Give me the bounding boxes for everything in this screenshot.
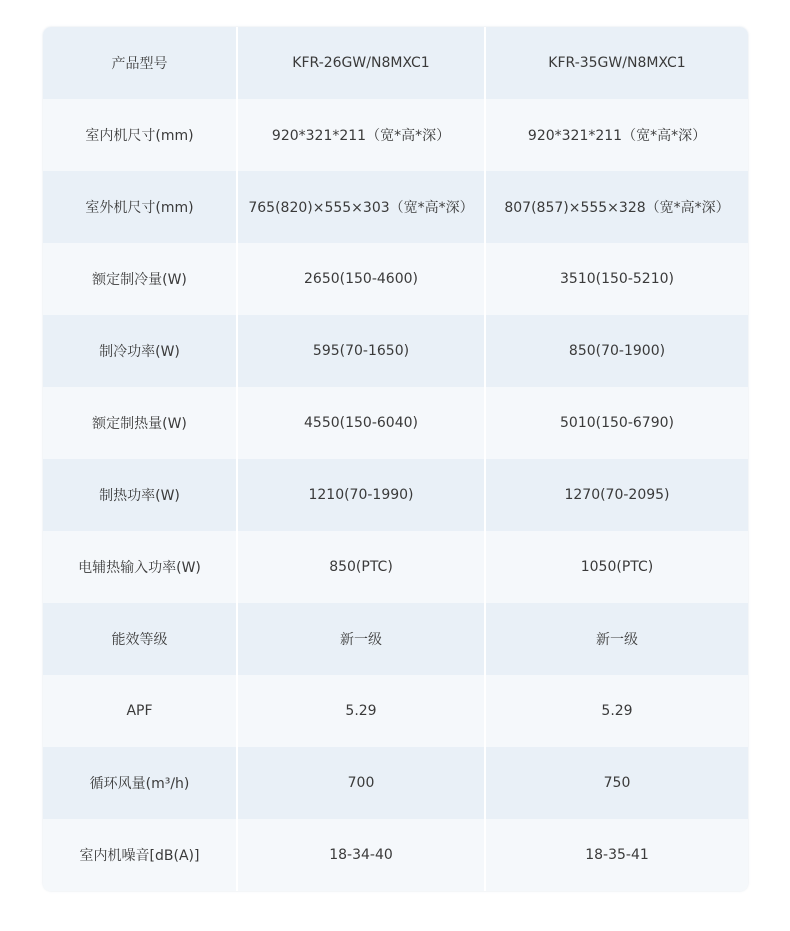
model-2-value: 5.29 — [484, 675, 748, 747]
model-1-value: 850(PTC) — [236, 531, 484, 603]
model-2-value: 920*321*211（宽*高*深） — [484, 99, 748, 171]
model-2-value: 807(857)×555×328（宽*高*深） — [484, 171, 748, 243]
model-1-value: 4550(150-6040) — [236, 387, 484, 459]
row-label: APF — [43, 675, 236, 747]
model-1-value: 1210(70-1990) — [236, 459, 484, 531]
model-1-value: 920*321*211（宽*高*深） — [236, 99, 484, 171]
row-label: 额定制热量(W) — [43, 387, 236, 459]
row-label: 室内机噪音[dB(A)] — [43, 819, 236, 891]
row-label: 能效等级 — [43, 603, 236, 675]
model-2-value: 750 — [484, 747, 748, 819]
model-1-value: 595(70-1650) — [236, 315, 484, 387]
model-1-value: KFR-26GW/N8MXC1 — [236, 27, 484, 99]
row-label: 电辅热输入功率(W) — [43, 531, 236, 603]
row-label: 循环风量(m³/h) — [43, 747, 236, 819]
row-label: 制热功率(W) — [43, 459, 236, 531]
model-2-value: KFR-35GW/N8MXC1 — [484, 27, 748, 99]
model-1-value: 新一级 — [236, 603, 484, 675]
model-1-value: 5.29 — [236, 675, 484, 747]
model-1-value: 700 — [236, 747, 484, 819]
model-2-value: 5010(150-6790) — [484, 387, 748, 459]
model-2-value: 850(70-1900) — [484, 315, 748, 387]
row-label: 室外机尺寸(mm) — [43, 171, 236, 243]
model-2-value: 18-35-41 — [484, 819, 748, 891]
row-label: 产品型号 — [43, 27, 236, 99]
model-1-value: 18-34-40 — [236, 819, 484, 891]
model-2-value: 新一级 — [484, 603, 748, 675]
model-2-value: 1270(70-2095) — [484, 459, 748, 531]
model-2-value: 1050(PTC) — [484, 531, 748, 603]
spec-table — [43, 27, 748, 891]
model-1-value: 765(820)×555×303（宽*高*深） — [236, 171, 484, 243]
row-label: 室内机尺寸(mm) — [43, 99, 236, 171]
row-label: 额定制冷量(W) — [43, 243, 236, 315]
model-2-value: 3510(150-5210) — [484, 243, 748, 315]
row-label: 制冷功率(W) — [43, 315, 236, 387]
model-1-value: 2650(150-4600) — [236, 243, 484, 315]
